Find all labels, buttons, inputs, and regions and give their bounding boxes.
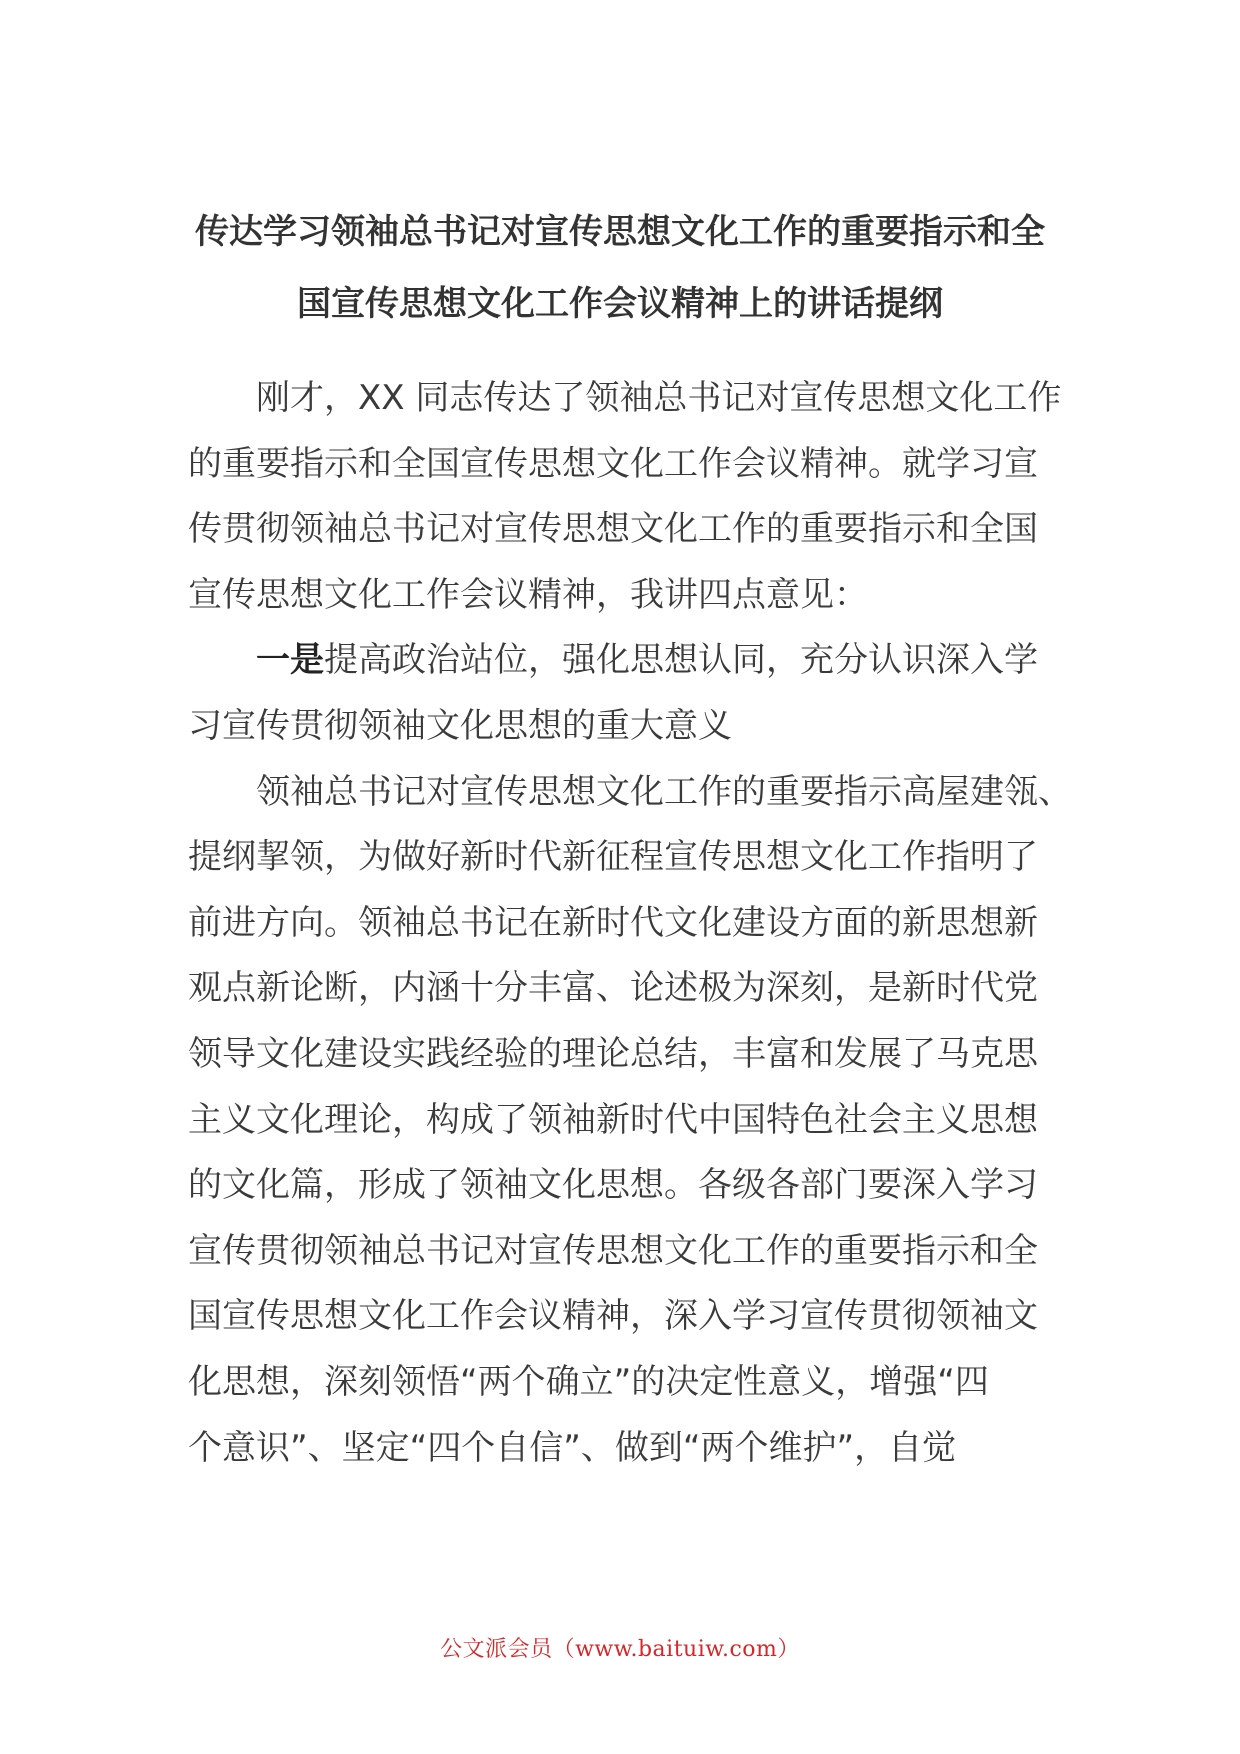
title-line-1: 传达学习领袖总书记对宣传思想文化工作的重要指示和全 <box>195 212 1045 252</box>
point-1-line-1 <box>188 628 1068 694</box>
paragraph-2-line-4: 观点新论断，内涵十分丰富、论述极为深刻，是新时代党 <box>188 968 1038 1009</box>
title-line-2: 国宣传思想文化工作会议精神上的讲话提纲 <box>297 284 943 324</box>
paragraph-1-line-3: 传贯彻领袖总书记对宣传思想文化工作的重要指示和全国 <box>188 509 1038 550</box>
point-1-line-2: 习宣传贯彻领袖文化思想的重大意义 <box>188 705 732 746</box>
paragraph-2-line-2: 提纲挈领，为做好新时代新征程宣传思想文化工作指明了 <box>188 837 1038 878</box>
document-title <box>150 196 1090 340</box>
point-1-lead: 一是 <box>256 640 324 681</box>
paragraph-2-line-5: 领导文化建设实践经验的理论总结，丰富和发展了马克思 <box>188 1033 1038 1074</box>
paragraph-1-line-4: 宣传思想文化工作会议精神，我讲四点意见： <box>188 574 868 615</box>
paragraph-2-line-7: 的文化篇，形成了领袖文化思想。各级各部门要深入学习 <box>188 1165 1038 1206</box>
paragraph-2-line-10: 化思想，深刻领悟“两个确立”的决定性意义，增强“四 <box>188 1361 989 1402</box>
paragraph-2-line-11: 个意识”、坚定“四个自信”、做到“两个维护”，自觉 <box>188 1427 957 1468</box>
paragraph-2-line-3: 前进方向。领袖总书记在新时代文化建设方面的新思想新 <box>188 902 1038 943</box>
paragraph-1-line-2: 的重要指示和全国宣传思想文化工作会议精神。就学习宣 <box>188 443 1038 484</box>
paragraph-2-line-9: 国宣传思想文化工作会议精神，深入学习宣传贯彻领袖文 <box>188 1296 1038 1337</box>
paragraph-2-line-1: 领袖总书记对宣传思想文化工作的重要指示高屋建瓴、 <box>256 771 1072 812</box>
paragraph-1-line-1: 刚才，XX 同志传达了领袖总书记对宣传思想文化工作 <box>256 378 1062 418</box>
paragraph-2-line-6: 主义文化理论，构成了领袖新时代中国特色社会主义思想 <box>188 1099 1038 1140</box>
document-body <box>188 366 1072 1481</box>
footer-watermark: 公文派会员（www.baituiw.com） <box>440 1637 800 1662</box>
paragraph-2-line-8: 宣传贯彻领袖总书记对宣传思想文化工作的重要指示和全 <box>188 1230 1038 1271</box>
point-1-line-1-text: 提高政治站位，强化思想认同，充分认识深入学 <box>324 640 1038 681</box>
